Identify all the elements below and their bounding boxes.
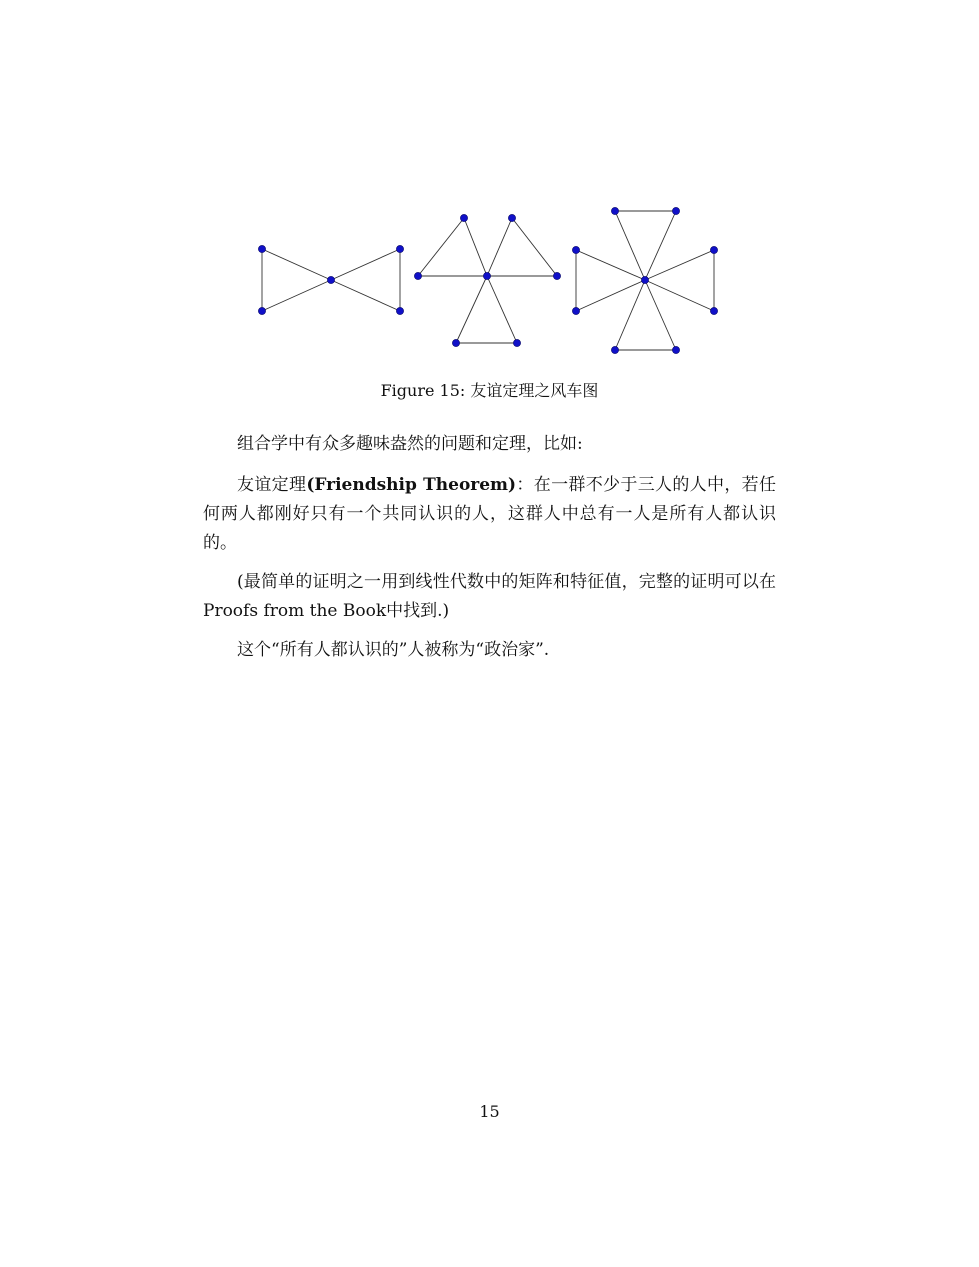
- graph-edge: [487, 276, 517, 343]
- windmill-graphs-figure: [0, 0, 979, 380]
- graph-edge: [456, 276, 487, 343]
- graph-node: [672, 346, 679, 353]
- windmill-graph-2: [258, 245, 403, 314]
- graph-node: [572, 307, 579, 314]
- graph-node: [553, 272, 560, 279]
- graph-center-node: [327, 276, 334, 283]
- graph-node: [672, 207, 679, 214]
- page-number: 15: [479, 1102, 500, 1121]
- graph-edge: [645, 280, 676, 350]
- graph-node: [710, 246, 717, 253]
- graph-edge: [645, 211, 676, 280]
- graph-edge: [645, 250, 714, 280]
- graph-node: [710, 307, 717, 314]
- paragraph-proof-note: (最简单的证明之一用到线性代数中的矩阵和特征值，完整的证明可以在Proofs from the Book中找到.): [203, 572, 776, 621]
- windmill-graph-3: [414, 214, 560, 346]
- graph-edge: [464, 218, 487, 276]
- graph-node: [452, 339, 459, 346]
- graph-center-node: [641, 276, 648, 283]
- graph-node: [508, 214, 515, 221]
- theorem-name: 友谊定理: [237, 475, 307, 495]
- graph-node: [258, 307, 265, 314]
- graph-node: [396, 307, 403, 314]
- graph-node: [414, 272, 421, 279]
- paragraph-intro: 组合学中有众多趣味盎然的问题和定理，比如:: [237, 434, 583, 454]
- graph-edge: [262, 249, 331, 280]
- theorem-english-name: (Friendship Theorem): [306, 475, 517, 495]
- paragraph-friendship-theorem: [203, 471, 776, 558]
- graph-edge: [615, 280, 645, 350]
- graph-edge: [331, 280, 400, 311]
- theorem-statement: ：在一群不少于三人的人中，若任何两人都刚好只有一个共同认识的人，这群人中总有一人是所有人都认识的。: [203, 475, 776, 553]
- graph-node: [396, 245, 403, 252]
- graph-center-node: [483, 272, 490, 279]
- graph-edge: [418, 218, 464, 276]
- windmill-graph-4: [572, 207, 717, 353]
- graph-edge: [512, 218, 557, 276]
- graph-edge: [645, 280, 714, 311]
- graph-edge: [576, 250, 645, 280]
- paragraph-politician: 这个“所有人都认识的”人被称为“政治家”.: [237, 640, 550, 660]
- figure-caption-text: 友谊定理之风车图: [470, 381, 599, 400]
- graph-edge: [331, 249, 400, 280]
- graph-node: [258, 245, 265, 252]
- graph-edge: [487, 218, 512, 276]
- graph-edge: [262, 280, 331, 311]
- graph-node: [611, 207, 618, 214]
- figure-caption-label: Figure 15:: [380, 381, 466, 400]
- graph-node: [611, 346, 618, 353]
- graph-edge: [615, 211, 645, 280]
- graph-edge: [576, 280, 645, 311]
- figure-caption: [0, 380, 979, 402]
- graph-node: [572, 246, 579, 253]
- graph-node: [460, 214, 467, 221]
- graph-node: [513, 339, 520, 346]
